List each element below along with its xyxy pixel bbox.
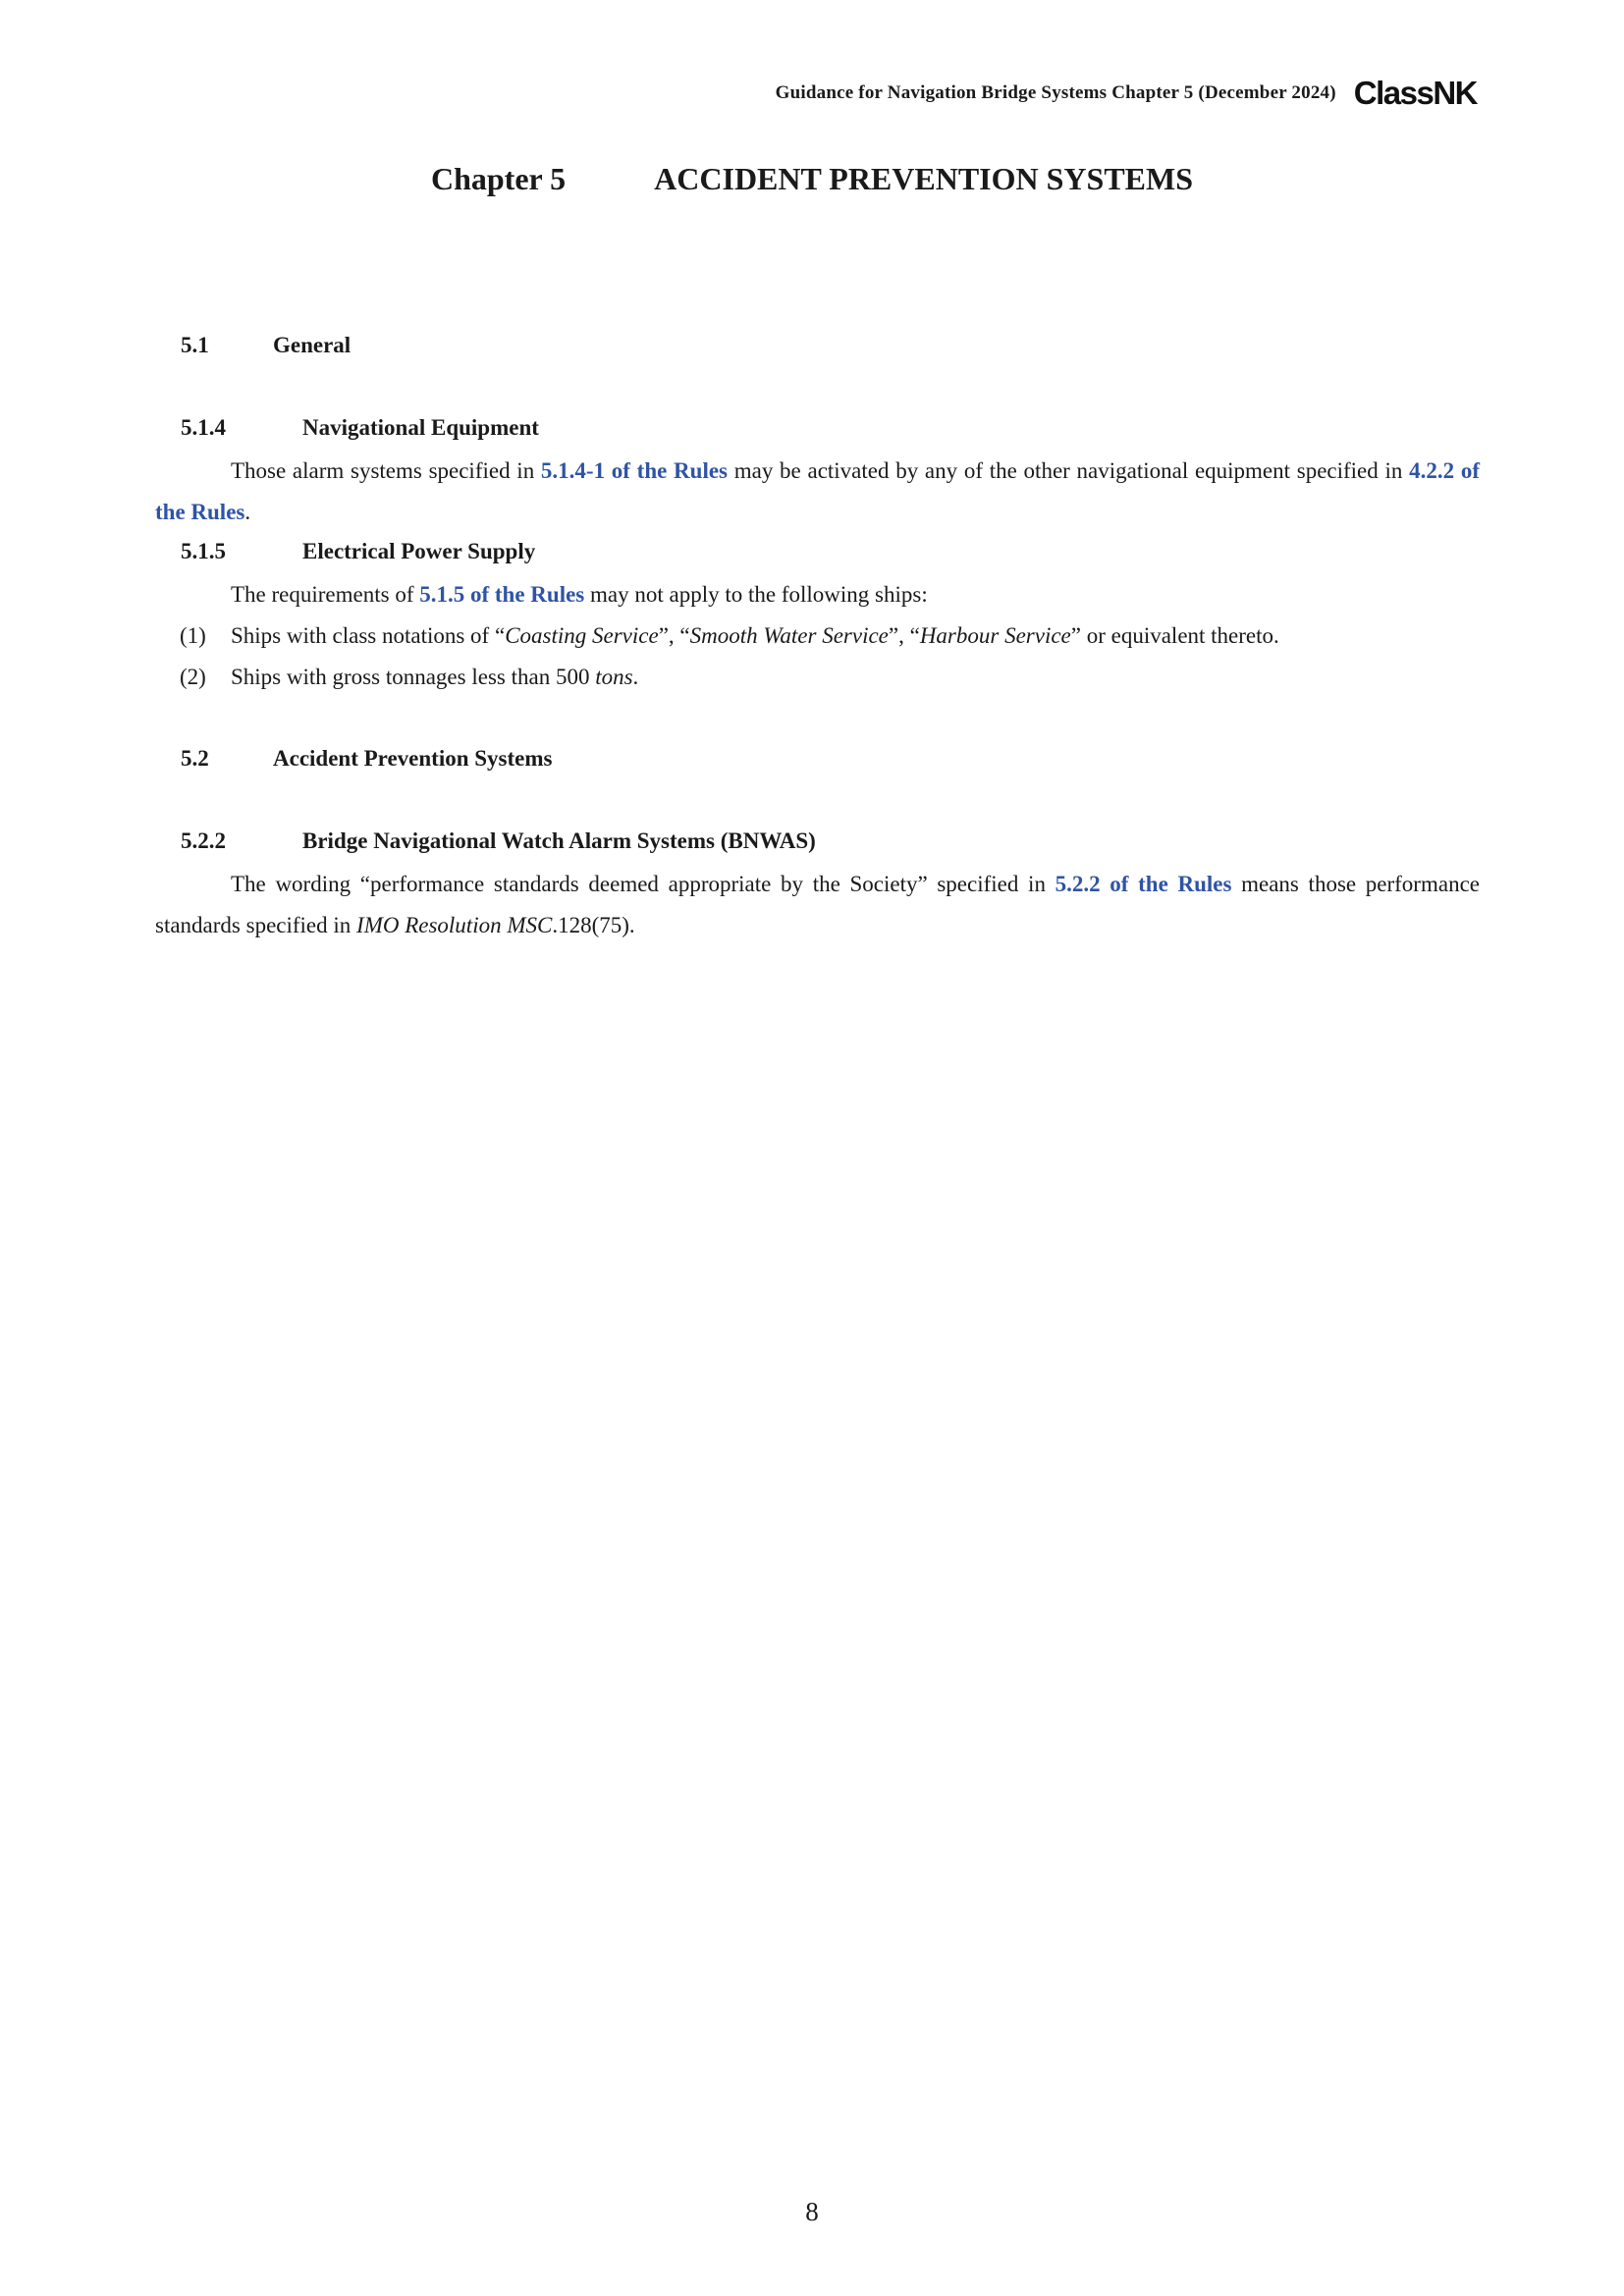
subsection-number: 5.1.5 <box>181 539 226 563</box>
header-title: Guidance for Navigation Bridge Systems Chapter 5 (December 2024) <box>775 81 1336 103</box>
subsection-title: Navigational Equipment <box>302 415 539 440</box>
chapter-heading <box>0 161 1624 197</box>
list-marker: (2) <box>180 665 206 689</box>
page-number: 8 <box>805 2197 819 2226</box>
subsection-number: 5.1.4 <box>181 415 226 440</box>
classnk-logo: ClassNK <box>1353 75 1477 111</box>
section-title: Accident Prevention Systems <box>273 746 553 771</box>
section-number: 5.1 <box>181 333 209 357</box>
section-5-1-heading <box>181 333 351 358</box>
rules-reference-link[interactable]: 4.2.2 of the Rules <box>155 458 1480 524</box>
list-item: (1) Ships with class notations of “Coasting Service”, “Smooth Water Service”, “Harbour Service” or equivalent thereto. <box>180 615 1480 657</box>
rules-reference-link[interactable]: 5.1.4-1 of the Rules <box>540 458 729 483</box>
rules-reference-link[interactable]: 5.1.5 of the Rules <box>419 582 585 607</box>
section-5-2-2-paragraph: The wording “performance standards deemed appropriate by the Society” specified in 5.2.2 of the Rules means those performance standards specified in IMO Resolution MSC.128(75). <box>155 872 1480 937</box>
chapter-number: Chapter 5 <box>430 161 567 196</box>
section-title: General <box>273 333 352 357</box>
section-5-1-5-heading <box>181 539 535 564</box>
subsection-title: Bridge Navigational Watch Alarm Systems (BNWAS) <box>302 828 816 853</box>
section-5-1-4-paragraph: Those alarm systems specified in 5.1.4-1 of the Rules may be activated by any of the other navigational equipment specified in 4.2.2 of the Rules. <box>155 458 1480 524</box>
page-header <box>776 77 1477 109</box>
subsection-title: Electrical Power Supply <box>302 539 536 563</box>
rules-reference-link[interactable]: 5.2.2 of the Rules <box>1055 872 1232 896</box>
subsection-number: 5.2.2 <box>181 828 226 853</box>
section-5-2-heading <box>181 746 552 772</box>
section-5-2-2-heading <box>181 828 816 854</box>
section-number: 5.2 <box>181 746 209 771</box>
section-5-1-5-paragraph: The requirements of 5.1.5 of the Rules may not apply to the following ships: <box>231 582 928 607</box>
chapter-title: ACCIDENT PREVENTION SYSTEMS <box>654 161 1194 196</box>
list-marker: (1) <box>180 623 206 648</box>
section-5-1-4-heading <box>181 415 539 441</box>
list-item: (2) Ships with gross tonnages less than 500 tons. <box>180 657 1480 698</box>
